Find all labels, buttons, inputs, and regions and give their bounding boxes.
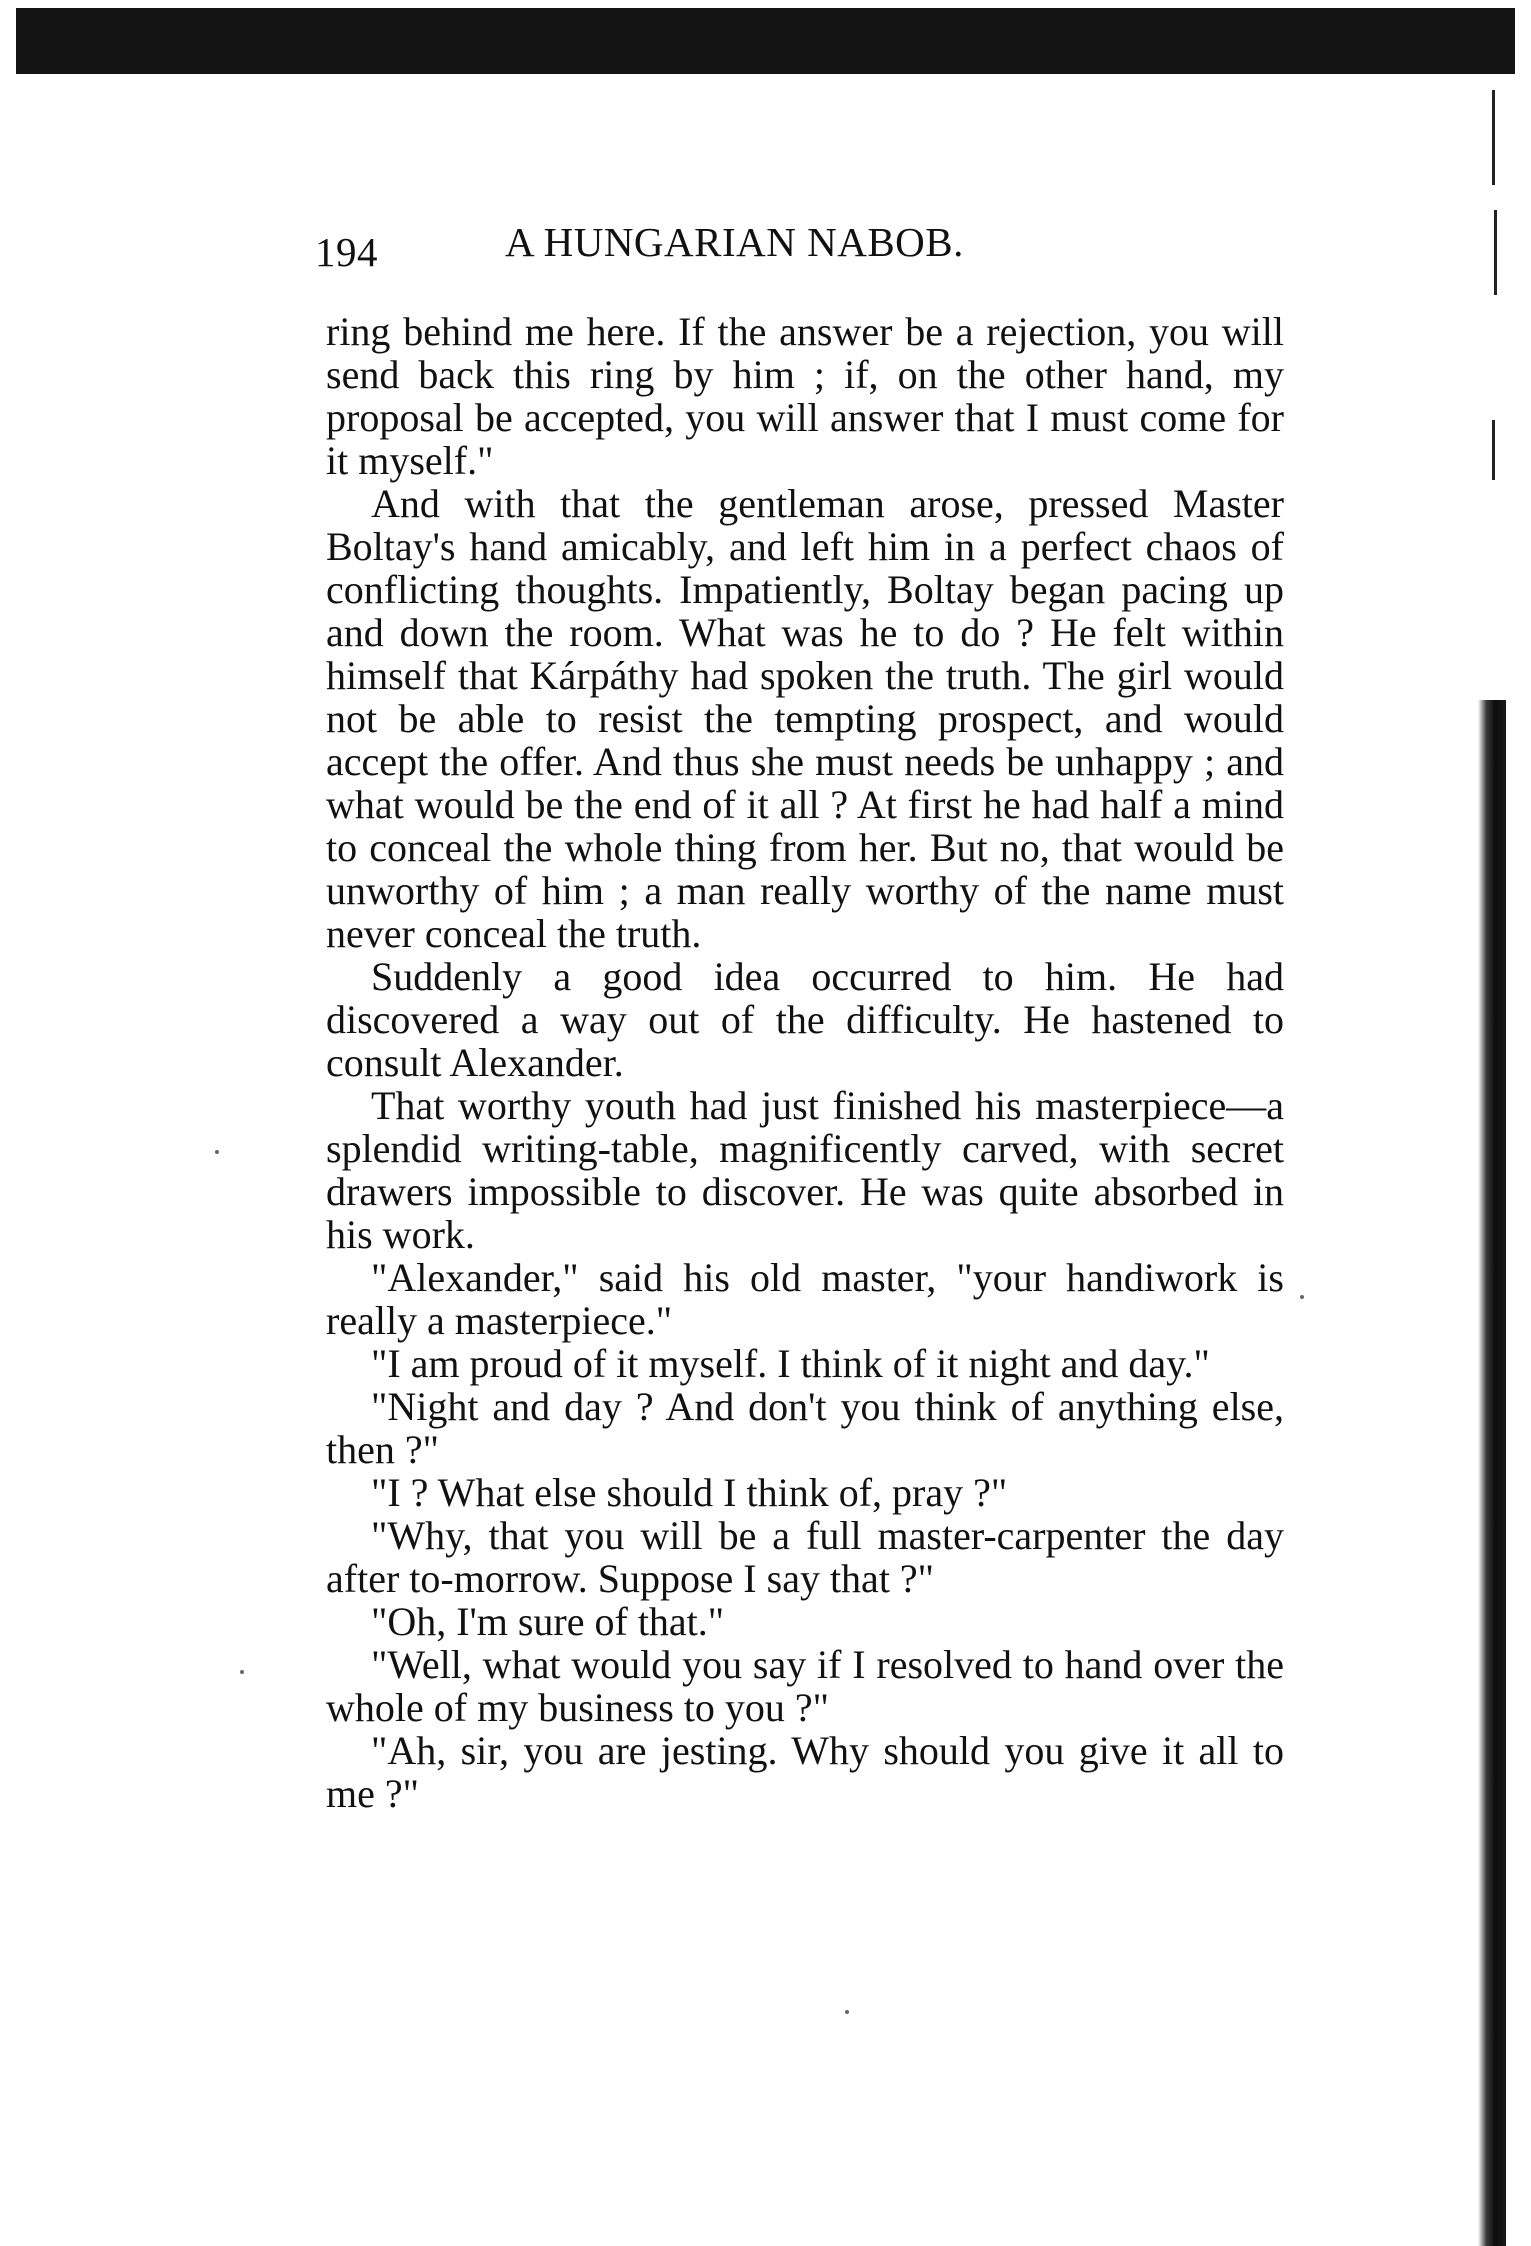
page-number: 194 — [315, 229, 378, 275]
dialogue-paragraph: "I am proud of it myself. I think of it night and day." — [371, 1341, 1210, 1386]
paragraph: That worthy youth had just finished his masterpiece—a splendid writing-table, magnificently carved, with secret drawers impossible to discover. He was quite absorbed in his work. — [326, 1083, 1284, 1257]
scan-speck — [845, 2010, 849, 2014]
dialogue-paragraph: "I ? What else should I think of, pray ?" — [371, 1470, 1008, 1515]
dialogue-paragraph: "Night and day ? And don't you think of anything else, then ?" — [326, 1384, 1284, 1472]
scan-edge-mark — [1492, 420, 1495, 480]
paragraph: Suddenly a good idea occurred to him. He had discovered a way out of the difficulty. He hastened to consult Alexander. — [326, 954, 1284, 1085]
scan-speck — [1300, 1295, 1304, 1299]
dialogue-paragraph: "Why, that you will be a full master-carpenter the day after to-morrow. Suppose I say that ?" — [326, 1513, 1284, 1601]
dialogue-paragraph: "Ah, sir, you are jesting. Why should you give it all to me ?" — [326, 1728, 1284, 1816]
paragraph: And with that the gentleman arose, pressed Master Boltay's hand amicably, and left him in a perfect chaos of conflicting thoughts. Impatiently, Boltay began pacing up and down the room. What was he to do ? He felt within himself that Kárpáthy had spoken the truth. The girl would not be able to resist the tempting prospect, and would accept the offer. And thus she must needs be unhappy ; and what would be the end of it all ? At first he had half a mind to conceal the whole thing from her. But no, that would be unworthy of him ; a man really worthy of the name must never conceal the truth. — [326, 481, 1284, 956]
scan-edge-mark — [1494, 210, 1497, 295]
dialogue-paragraph: "Well, what would you say if I resolved to hand over the whole of my business to you ?" — [326, 1642, 1284, 1730]
scan-top-border — [16, 8, 1515, 74]
body-text — [326, 310, 1284, 1815]
scan-speck — [240, 1670, 244, 1674]
scan-edge-mark — [1492, 90, 1495, 185]
scan-speck — [215, 1150, 219, 1154]
dialogue-paragraph: "Alexander," said his old master, "your handiwork is really a masterpiece." — [326, 1255, 1284, 1343]
running-title: A HUNGARIAN NABOB. — [505, 219, 964, 265]
dialogue-paragraph: "Oh, I'm sure of that." — [371, 1599, 725, 1644]
paragraph: ring behind me here. If the answer be a rejection, you will send back this ring by him ; if, on the other hand, my proposal be accepted, you will answer that I must come for it myself." — [326, 309, 1284, 483]
scan-binding-shadow — [1478, 700, 1506, 2246]
page-header — [315, 218, 1095, 288]
